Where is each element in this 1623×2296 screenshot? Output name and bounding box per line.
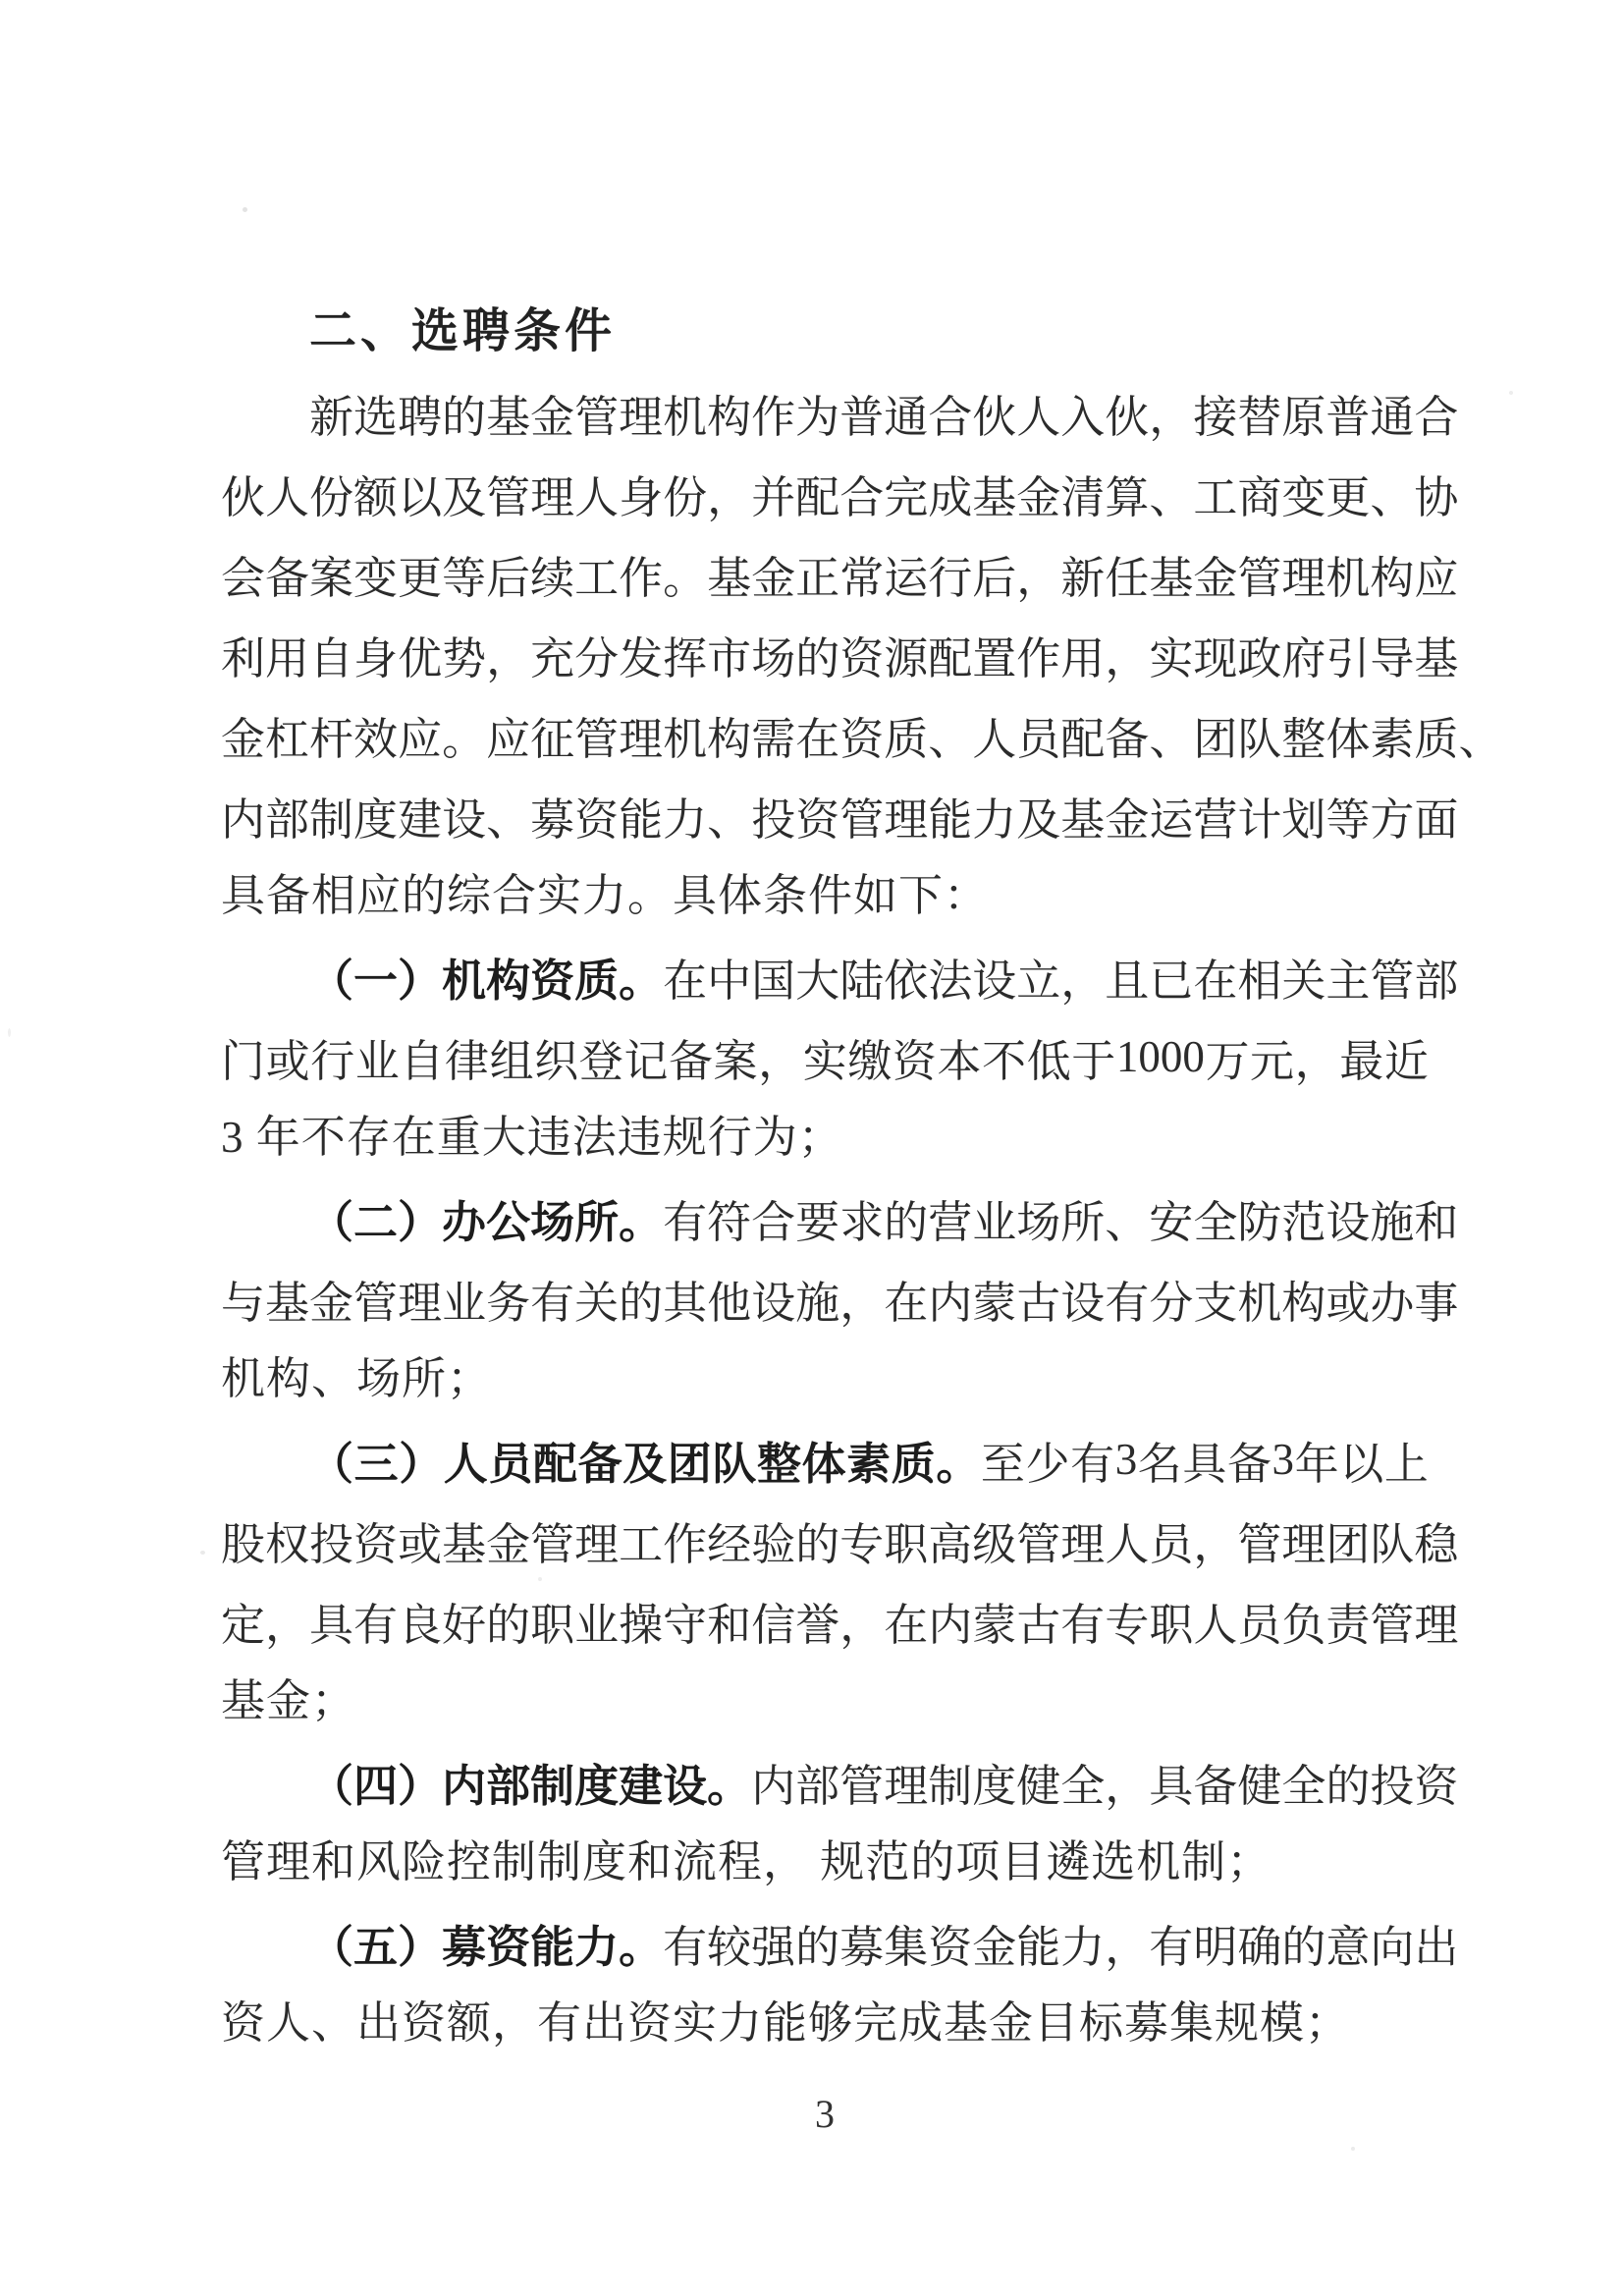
- document-body: [221, 372, 1503, 2063]
- text-line: （ 三 ） 人 员 配 备 及 团 队 整 体 素 质 。 至 少 有 3 名 具 备 3 年 以 上: [309, 1435, 1429, 1489]
- page-number: 3: [815, 2092, 835, 2136]
- scan-speck: [1351, 2147, 1355, 2151]
- text-line: （ 二 ） 办 公 场 所 。 有 符 合 要 求 的 营 业 场 所 、 安 全 防 范 设 施 和: [309, 1197, 1459, 1247]
- scan-speck: [1509, 391, 1513, 395]
- text-line: 金 杠 杆 效 应 。 应 征 管 理 机 构 需 在 资 质 、 人 员 配 备 、 团 队 整 体 素 质 、: [221, 714, 1503, 764]
- text-line: 具备相应的综合实力。具体条件如下：: [221, 871, 990, 920]
- text-line: 内 部 制 度 建 设 、 募 资 能 力 、 投 资 管 理 能 力 及 基 金 运 营 计 划 等 方 面: [221, 794, 1459, 845]
- text-line: （ 一 ） 机 构 资 质 。 在 中 国 大 陆 依 法 设 立 ， 且 已 在 相 关 主 管 部: [309, 956, 1459, 1006]
- text-line: 伙 人 份 额 以 及 管 理 人 身 份 ， 并 配 合 完 成 基 金 清 算 、 工 商 变 更 、 协: [221, 472, 1459, 522]
- text-line: 新 选 聘 的 基 金 管 理 机 构 作 为 普 通 合 伙 人 入 伙 ， 接 替 原 普 通 合: [309, 392, 1459, 442]
- text-line: 利 用 自 身 优 势 ， 充 分 发 挥 市 场 的 资 源 配 置 作 用 ， 实 现 政 府 引 导 基: [221, 633, 1459, 683]
- section-heading: 二、选聘条件: [309, 305, 617, 357]
- text-line: 会 备 案 变 更 等 后 续 工 作 。 基 金 正 常 运 行 后 ， 新 任 基 金 管 理 机 构 应: [221, 553, 1459, 603]
- text-line: 管理和风险控制制度和流程， 规范的项目遴选机制；: [221, 1837, 1272, 1886]
- text-line: 门 或 行 业 自 律 组 织 登 记 备 案 ， 实 缴 资 本 不 低 于 1000 万 元 ， 最 近: [221, 1032, 1429, 1086]
- text-line: 与 基 金 管 理 业 务 有 关 的 其 他 设 施 ， 在 内 蒙 古 设 有 分 支 机 构 或 办 事: [221, 1278, 1459, 1328]
- text-line: 定 ， 具 有 良 好 的 职 业 操 守 和 信 誉 ， 在 内 蒙 古 有 专 职 人 员 负 责 管 理: [221, 1600, 1459, 1650]
- text-line: 基金；: [221, 1676, 357, 1725]
- text-column: [221, 292, 1503, 2144]
- text-line: （ 四 ） 内 部 制 度 建 设 。 内 部 管 理 制 度 健 全 ， 具 备 健 全 的 投 资: [309, 1761, 1459, 1811]
- text-line: （ 五 ） 募 资 能 力 。 有 较 强 的 募 集 资 金 能 力 ， 有 明 确 的 意 向 出: [309, 1922, 1459, 1972]
- text-line: 资人、出资额，有出资实力能够完成基金目标募集规模；: [221, 1998, 1351, 2048]
- scan-speck: [8, 1028, 11, 1037]
- text-line: 股 权 投 资 或 基 金 管 理 工 作 经 验 的 专 职 高 级 管 理 人 员 ， 管 理 团 队 稳: [221, 1519, 1459, 1569]
- text-line: 机构、场所；: [221, 1354, 493, 1403]
- scan-speck: [200, 1551, 205, 1555]
- text-line: 3 年不存在重大违法违规行为；: [221, 1113, 843, 1162]
- scan-speck: [243, 207, 247, 212]
